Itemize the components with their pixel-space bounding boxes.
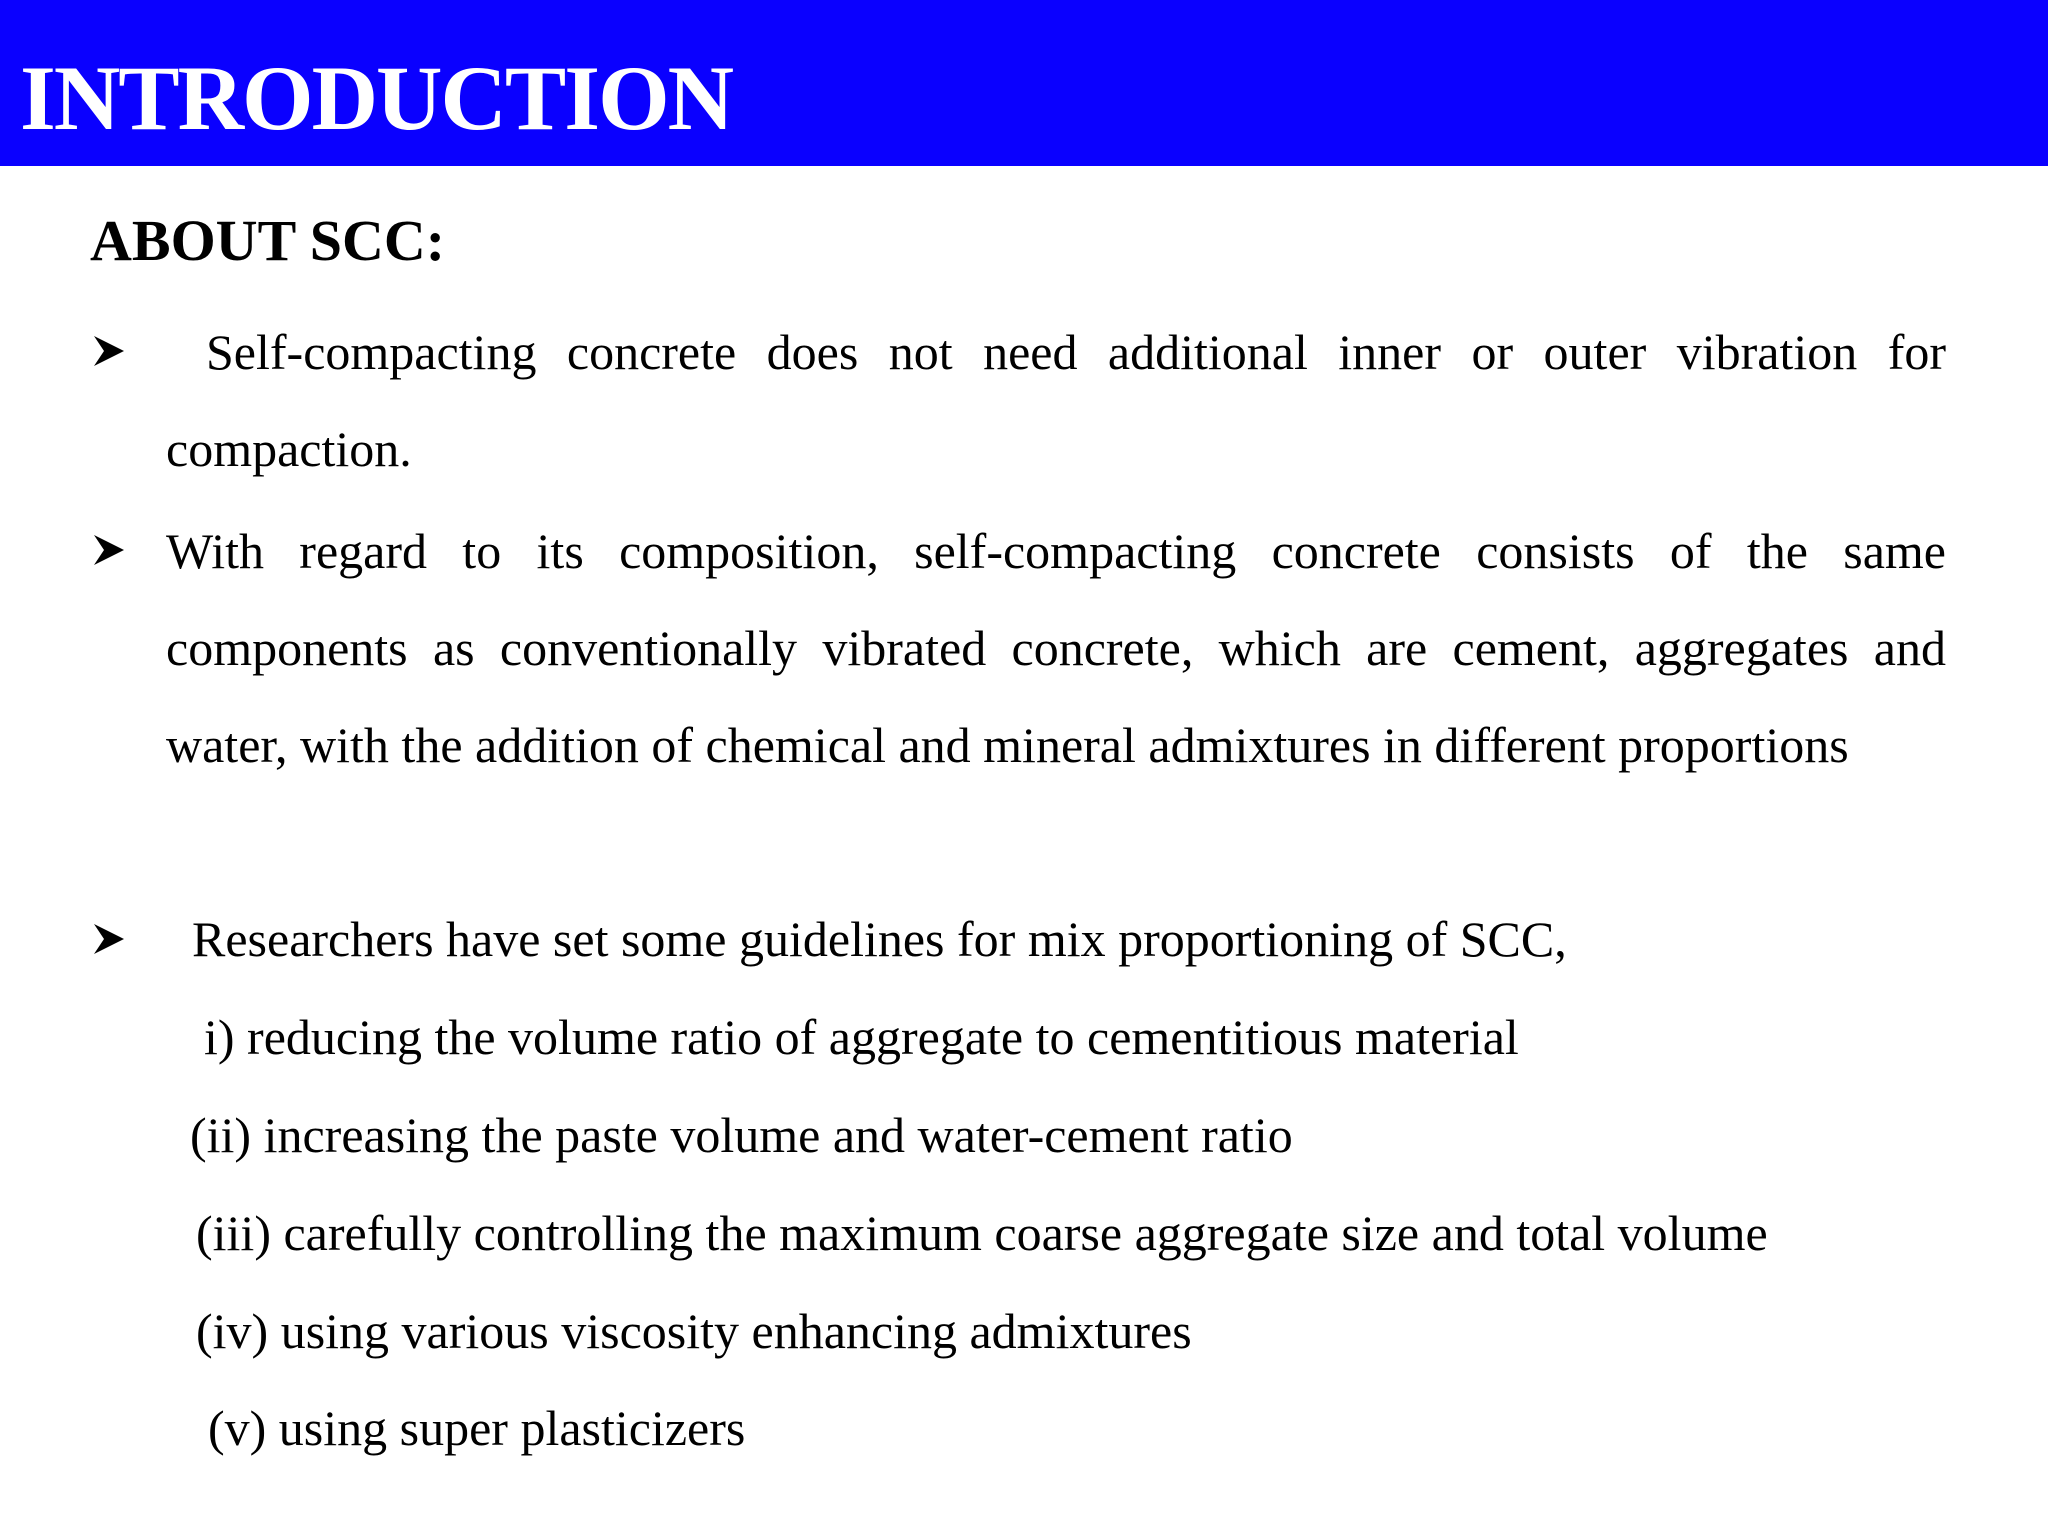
arrow-bullet-icon — [92, 334, 126, 368]
bullet-text-3: Researchers have set some guidelines for mix proportioning of SCC, — [192, 911, 1567, 967]
arrow-bullet-icon — [92, 533, 126, 567]
bullet-text-2: With regard to its composition, self-compacting concrete consists of the same components as conventionally vibrated concrete, which are cement, aggregates and water, with the addition of chemical and mineral admixtures in different proportions — [166, 523, 1946, 773]
title-bar — [0, 0, 2048, 166]
guideline-item: i) reducing the volume ratio of aggregate to cementitious material — [204, 1009, 1519, 1065]
section-heading: ABOUT SCC: — [90, 208, 446, 273]
guideline-item: (iii) carefully controlling the maximum coarse aggregate size and total volume — [196, 1205, 1768, 1261]
guideline-item: (iv) using various viscosity enhancing admixtures — [196, 1303, 1192, 1359]
arrow-bullet-icon — [92, 922, 126, 956]
guideline-item: (ii) increasing the paste volume and water-cement ratio — [190, 1107, 1293, 1163]
slide-title: INTRODUCTION — [20, 47, 733, 149]
bullet-text-1: Self-compacting concrete does not need additional inner or outer vibration for compaction. — [166, 324, 1946, 477]
guideline-item: (v) using super plasticizers — [208, 1400, 746, 1456]
